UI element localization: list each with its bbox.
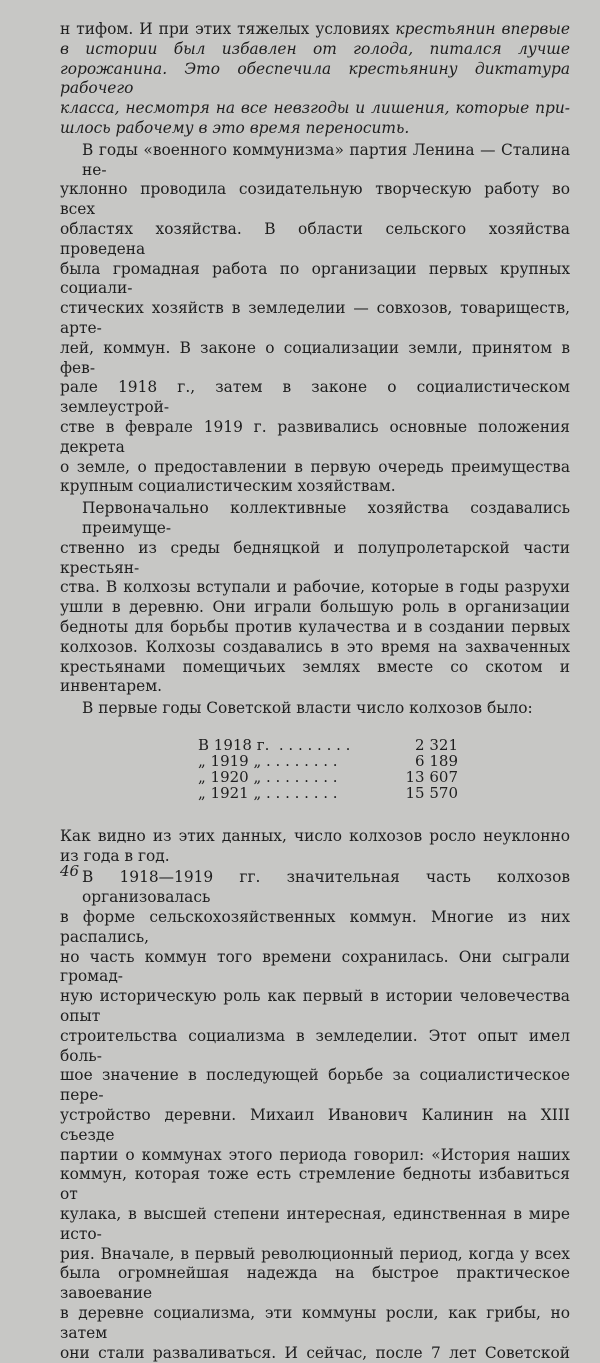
text-line: строительства социализма в земледелии. Этот опыт имел боль-	[60, 1026, 570, 1065]
text-line: бедноты для борьбы против кулачества и в создании первых	[60, 617, 570, 636]
count-value: 15 570	[405, 783, 458, 802]
paragraph-1	[60, 20, 570, 139]
text-line: В годы «военного коммунизма» партия Ленина — Сталина не-	[82, 140, 570, 179]
count-value: 2 321	[415, 735, 458, 754]
paragraph-4	[60, 699, 570, 719]
paragraph-2	[60, 141, 570, 497]
text-line: лей, коммун. В законе о социализации земли, принятом в фев-	[60, 338, 570, 377]
text-line: класса, несмотря на все невзгоды и лишения, которые при-	[60, 99, 570, 118]
text-line: ушли в деревню. Они играли большую роль в организации	[60, 598, 570, 617]
text-line: крупным социалистическим хозяйствам.	[60, 477, 396, 496]
page-number: 46	[60, 862, 80, 880]
count-value: 13 607	[405, 767, 458, 786]
text-line: стве в феврале 1919 г. развивались основные положения декрета	[60, 417, 570, 456]
text-line: стических хозяйств в земледелии — совхозов, товариществ, арте-	[60, 299, 570, 337]
text-line: уклонно проводила созидательную творческую работу во всех	[60, 180, 570, 219]
text-line: н тифом. И при этих тяжелых условиях крестьянин впервые	[60, 20, 570, 38]
text-line: горожанина. Это обеспечила крестьянину диктатура рабочего	[60, 59, 570, 98]
year-label: „ 1920 „ . . . . . . . .	[198, 767, 338, 786]
year-label: В 1918 г. . . . . . . . .	[198, 735, 351, 754]
text-line: ственно из среды бедняцкой и полупролетарской части крестьян-	[60, 538, 570, 577]
text-line: партии о коммунах этого периода говорил: «История наших	[60, 1145, 570, 1164]
paragraph-6	[60, 868, 570, 1363]
text-line: в истории был избавлен от голода, питался лучше	[60, 39, 570, 58]
text-line: была громадная работа по организации первых крупных социали-	[60, 259, 570, 298]
text-line: они стали разваливаться. И сейчас, после 7 лет Советской	[60, 1343, 570, 1362]
text-line: кулака, в высшей степени интересная, единственная в мире исто-	[60, 1205, 570, 1243]
text-line: шлось рабочему в это время переносить.	[60, 118, 410, 137]
text-line: в деревне социализма, эти коммуны росли, как грибы, но затем	[60, 1304, 570, 1342]
count-value: 6 189	[415, 751, 458, 770]
text-line: ную историческую роль как первый в истории человечества опыт	[60, 987, 570, 1026]
text-line: Как видно из этих данных, число колхозов росло неуклонно	[60, 826, 570, 845]
text-line: была огромнейшая надежда на быстрое практическое завоевание	[60, 1264, 570, 1303]
text-line: колхозов. Колхозы создавались в это время на захваченных	[60, 637, 570, 656]
text-line: о земле, о предоставлении в первую очередь преимущества	[60, 457, 570, 476]
text-line: рия. Вначале, в первый революционный период, когда у всех	[60, 1244, 570, 1263]
table-row	[198, 769, 458, 785]
text-line: но часть коммун того времени сохранилась. Они сыграли громад-	[60, 947, 570, 986]
text-line: шое значение в последующей борьбе за социалистическое пере-	[60, 1066, 570, 1105]
table-row	[198, 753, 458, 769]
kolkhoz-count-table	[198, 737, 458, 801]
paragraph-5	[60, 827, 570, 867]
paragraph-3	[60, 499, 570, 697]
text-line: В 1918—1919 гг. значительная часть колхозов организовалась	[82, 868, 570, 907]
text-line: областях хозяйства. В области сельского хозяйства проведена	[60, 219, 570, 258]
table-row	[198, 737, 458, 753]
text-line: Первоначально коллективные хозяйства создавались преимуще-	[82, 499, 570, 537]
text-line: ства. В колхозы вступали и рабочие, которые в годы разрухи	[60, 578, 570, 597]
text-line: устройство деревни. Михаил Иванович Калинин на XIII съезде	[60, 1106, 570, 1144]
year-label: „ 1919 „ . . . . . . . .	[198, 751, 338, 770]
text-line: в форме сельскохозяйственных коммун. Многие из них распались,	[60, 908, 570, 946]
text-line: из года в год.	[60, 846, 170, 865]
text-line: В первые годы Советской власти число колхозов было:	[82, 699, 533, 718]
year-label: „ 1921 „ . . . . . . . .	[198, 783, 338, 802]
text-line: коммун, которая тоже есть стремление бедноты избавиться от	[60, 1165, 570, 1204]
text-line: рале 1918 г., затем в законе о социалистическом землеустрой-	[60, 378, 570, 417]
text-line: крестьянами помещичьих землях вместе со скотом и инвентарем.	[60, 657, 570, 696]
table-row	[198, 785, 458, 801]
